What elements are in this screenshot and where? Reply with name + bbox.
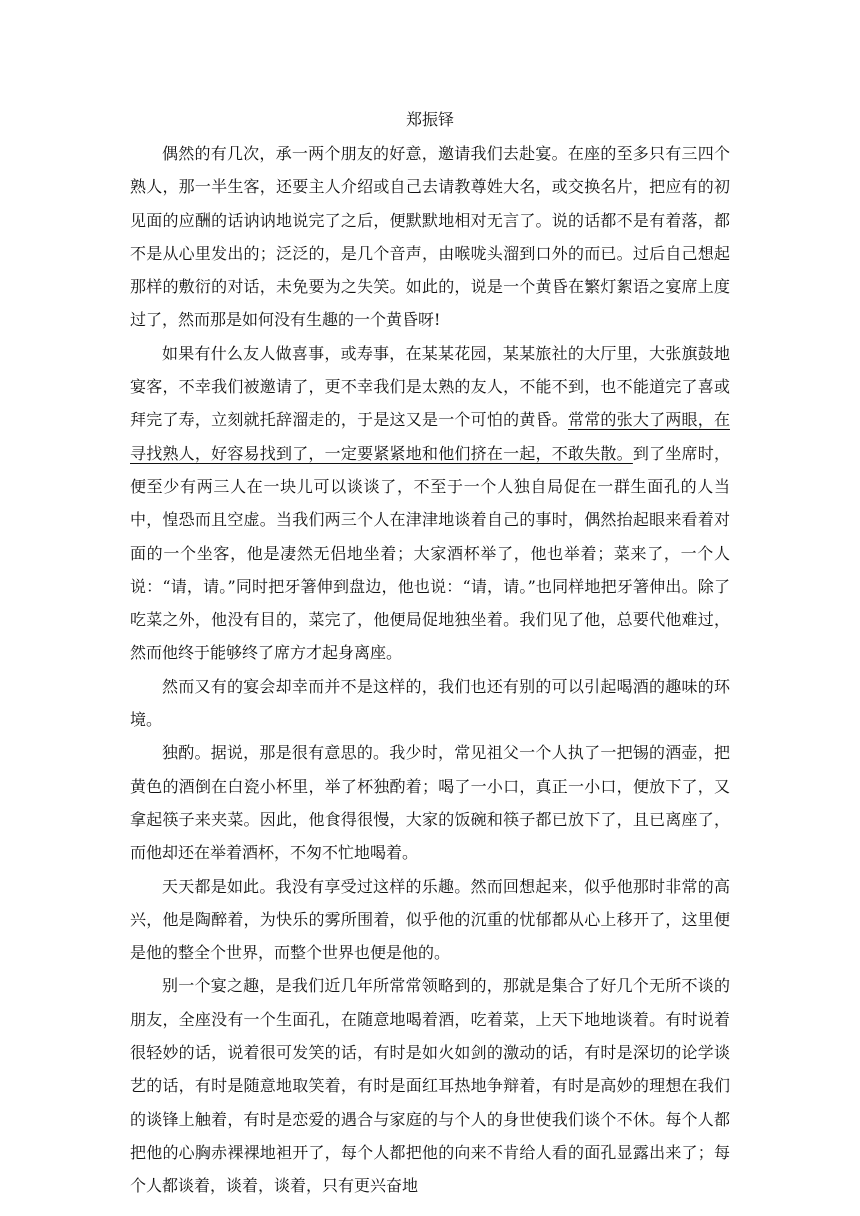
paragraph-3: 然而又有的宴会却幸而并不是这样的，我们也还有别的可以引起喝酒的趣味的环境。: [130, 676, 730, 730]
paragraph-5: 天天都是如此。我没有享受过这样的乐趣。然而回想起来，似乎他那时非常的高兴，他是陶醉着，为快乐的雾所围着，似乎他的沉重的忧郁都从心上移开了，这里便是他的整全个世界，而整个世界也便是他的。: [130, 876, 730, 963]
author-name: 郑振铎: [405, 110, 454, 129]
paragraph-4: 独酌。据说，那是很有意思的。我少时，常见祖父一个人执了一把锡的酒壶，把黄色的酒倒在白瓷小杯里，举了杯独酌着；喝了一小口，真正一小口，便放下了，又拿起筷子来夹菜。因此，他食得很慢，大家的饭碗和筷子都已放下了，且已离座了，而他却还在举着酒杯，不匆不忙地喝着。: [130, 743, 730, 863]
paragraph-6: 别一个宴之趣，是我们近几年所常常领略到的，那就是集合了好几个无所不谈的朋友，全座没有一个生面孔，在随意地喝着酒，吃着菜，上天下地地谈着。有时说着很轻妙的话，说着很可发笑的话，有时是如火如剑的激动的话，有时是深切的论学谈艺的话，有时是随意地取笑着，有时是面红耳热地争辩着，有时是高妙的理想在我们的谈锋上触着，有时是恋爱的遇合与家庭的与个人的身世使我们谈个不休。每个人都把他的心胸赤裸裸地袒开了，每个人都把他的向来不肯给人看的面孔显露出来了；每个人都谈着，谈着，谈着，只有更兴奋地: [130, 976, 730, 1196]
paragraph-2-text-before: 如果有什么友人做喜事，或寿事，在某某花园，某某旅社的大厅里，大张旗鼓地宴客，不幸我们被邀请了，更不幸我们是太熟的友人，不能不到，也不能道完了喜或拜完了寿，立刻就托辞溜走的，于是这又是一个可怕的黄昏。: [130, 343, 730, 430]
paragraph-2: [130, 337, 730, 670]
article: [130, 104, 730, 1203]
underlined-sentence: 常常的张大了两眼，在寻找熟人，好容易找到了，一定要紧紧地和他们挤在一起，不敢失散。: [130, 410, 730, 463]
paragraph-2-text-after: 到了坐席时，便至少有两三人在一块儿可以谈谈了，不至于一个人独自局促在一群生面孔的人当中，惶恐而且空虚。当我们两三个人在津津地谈着自己的事时，偶然抬起眼来看着对面的一个坐客，他是凄然无侣地坐着；大家酒杯举了，他也举着；菜来了，一个人说：“请，请。”同时把牙箸伸到盘边，他也说：“请，请。”也同样地把牙箸伸出。除了吃菜之外，他没有目的，菜完了，他便局促地独坐着。我们见了他，总要代他难过，然而他终于能够终了席方才起身离座。: [130, 443, 730, 663]
paragraph-1: 偶然的有几次，承一两个朋友的好意，邀请我们去赴宴。在座的至多只有三四个熟人，那一半生客，还要主人介绍或自己去请教尊姓大名，或交换名片，把应有的初见面的应酬的话讷讷地说完了之后，便默默地相对无言了。说的话都不是有着落，都不是从心里发出的；泛泛的，是几个音声，由喉咙头溜到口外的而已。过后自己想起那样的敷衍的对话，未免要为之失笑。如此的，说是一个黄昏在繁灯絮语之宴席上度过了，然而那是如何没有生趣的一个黄昏呀!: [130, 144, 730, 330]
